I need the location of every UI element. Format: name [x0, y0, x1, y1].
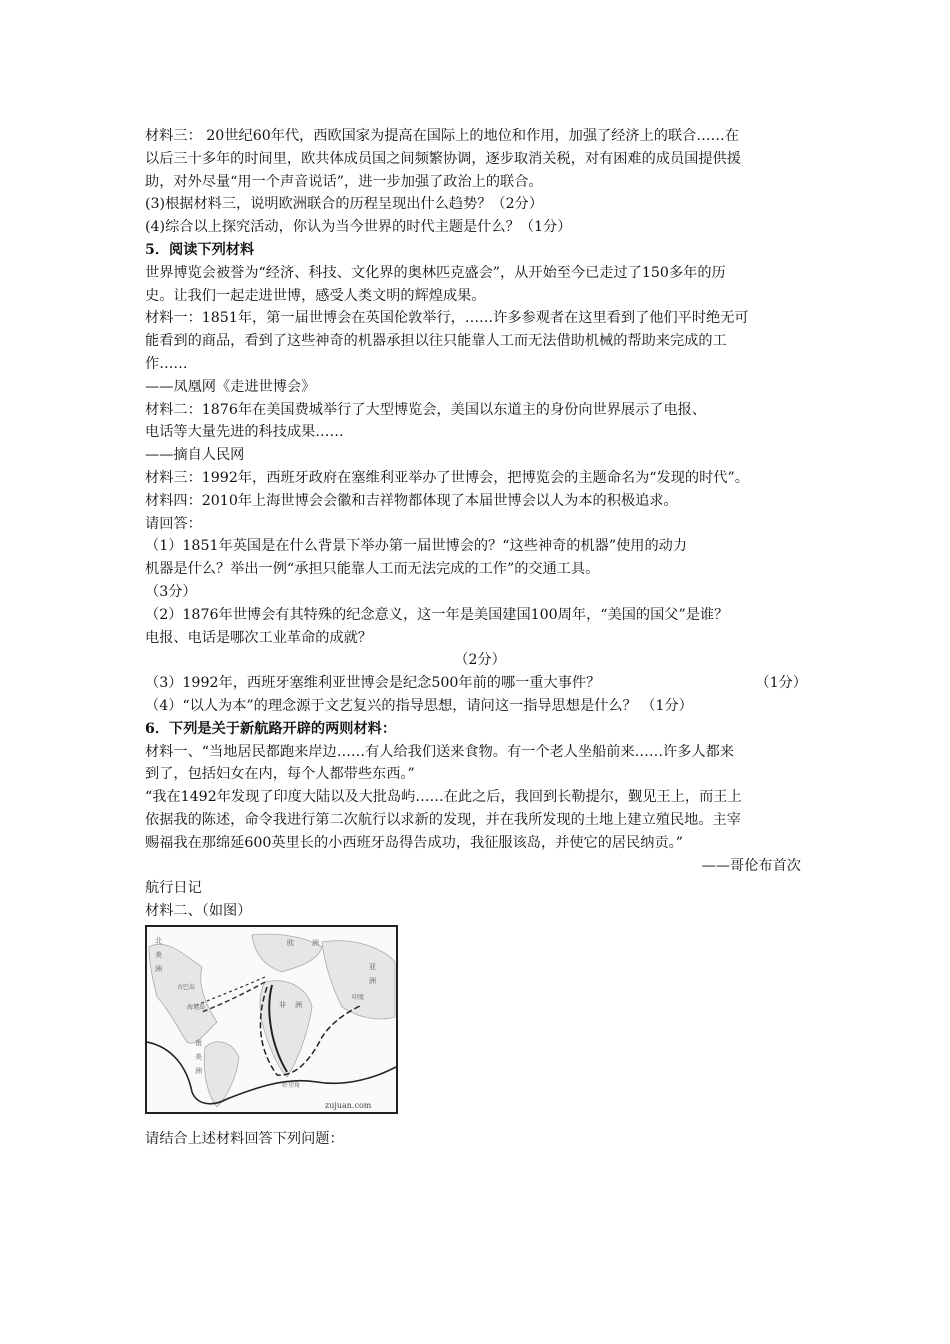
text-line: 世界博览会被誉为“经济、科技、文化界的奥林匹克盛会”，从开始至今已走过了150多年的历 — [145, 264, 726, 281]
map-label: 美 — [195, 1052, 202, 1061]
question-4: (4)综合以上探究活动，你认为当今世界的时代主题是什么？（1分） — [145, 219, 572, 236]
sub-question-3-score: （1分） — [755, 675, 807, 692]
map-watermark: zujuan.com — [325, 1100, 372, 1110]
map-label: 洲 — [155, 964, 162, 973]
sub-question-3 — [145, 672, 815, 695]
map-label: 南 — [195, 1038, 202, 1047]
route-map — [147, 927, 396, 1112]
score-line: （2分） — [454, 652, 506, 669]
document-page — [145, 125, 815, 1151]
question-6-heading: 6．下列是关于新航路开辟的两则材料： — [145, 720, 397, 737]
map-label: 好望角 — [282, 1081, 301, 1089]
text-line: 史。让我们一起走进世博，感受人类文明的辉煌成果。 — [145, 287, 486, 304]
map-label: 洲 — [195, 1066, 202, 1075]
question-3: (3)根据材料三，说明欧洲联合的历程呈现出什么趋势？（2分） — [145, 196, 544, 213]
source-line: ——摘自人民网 — [145, 447, 245, 464]
text-line: 请回答： — [145, 515, 202, 532]
text-line: 材料三：1992年，西班牙政府在塞维利亚举办了世博会，把博览会的主题命名为“发现的时代”。 — [145, 469, 749, 486]
map-label: 印度 — [352, 993, 365, 1001]
text-line: 助，对外尽量“用一个声音说话”，进一步加强了政治上的联合。 — [145, 173, 543, 190]
text-line: 依据我的陈述，命令我进行第二次航行以求新的发现，并在我所发现的土地上建立殖民地。主宰 — [145, 811, 741, 828]
route-map-figure — [145, 925, 398, 1114]
text-line: 作…… — [145, 355, 188, 372]
score-line: （3分） — [145, 583, 197, 600]
source-line: ——凤凰网《走进世博会》 — [145, 378, 316, 395]
sub-question-3-text: （3）1992年，西班牙塞维利亚世博会是纪念500年前的哪一重大事件？ — [145, 675, 601, 692]
text-line: 材料二、（如图） — [145, 903, 252, 920]
sub-question-4: （4）“以人为本”的理念源于文艺复兴的指导思想，请问这一指导思想是什么？ （1分） — [145, 697, 693, 714]
text-line: 材料一、“当地居民都跑来岸边……有人给我们送来食物。有一个老人坐船前来……许多人都来 — [145, 743, 734, 760]
question-5-heading: 5．阅读下列材料 — [145, 241, 255, 258]
text-line: 电话等大量先进的科技成果…… — [145, 424, 344, 441]
closing-instruction: 请结合上述材料回答下列问题： — [145, 1130, 344, 1147]
text-line: 材料二：1876年在美国费城举行了大型博览会，美国以东道主的身份向世界展示了电报、 — [145, 401, 707, 418]
text-line: 航行日记 — [145, 880, 202, 897]
map-label: 古巴岛 — [177, 983, 196, 991]
map-label: 洲 — [312, 938, 319, 947]
map-label: 美 — [155, 950, 162, 959]
text-line: 能看到的商品，看到了这些神奇的机器承担以往只能靠人工而无法借助机械的帮助来完成的工 — [145, 333, 727, 350]
text-line: 材料三： 20世纪60年代，西欧国家为提高在国际上的地位和作用，加强了经济上的联合……在 — [145, 128, 739, 144]
map-label: 亚 — [369, 962, 376, 971]
map-label: 洲 — [295, 1000, 302, 1009]
sub-question-2: （2）1876年世博会有其特殊的纪念意义，这一年是美国建国100周年，“美国的国父”是谁？ — [145, 606, 729, 623]
text-line: 电报、电话是哪次工业革命的成就？ — [145, 629, 373, 646]
text-line: 机器是什么？举出一例“承担只能靠人工而无法完成的工作”的交通工具。 — [145, 561, 600, 578]
sub-question-1: （1）1851年英国是在什么背景下举办第一届世博会的？“这些神奇的机器”使用的动力 — [145, 538, 688, 555]
map-label: 海地岛 — [187, 1003, 206, 1011]
source-line: ——哥伦布首次 — [701, 857, 801, 874]
text-line: 到了，包括妇女在内，每个人都带些东西。” — [145, 766, 415, 783]
map-label: 欧 — [287, 938, 294, 947]
text-line: 赐福我在那绵延600英里长的小西班牙岛得告成功，我征服该岛，并使它的居民纳贡。” — [145, 834, 683, 851]
text-line: 材料一：1851年，第一届世博会在英国伦敦举行，……许多参观者在这里看到了他们平时绝无可 — [145, 310, 749, 327]
text-line: 以后三十多年的时间里，欧共体成员国之间频繁协调，逐步取消关税，对有困难的成员国提供援 — [145, 150, 741, 167]
map-label: 非 — [279, 1000, 286, 1009]
map-label: 北 — [155, 936, 162, 945]
text-line: 材料四：2010年上海世博会会徽和吉祥物都体现了本届世博会以人为本的积极追求。 — [145, 492, 678, 509]
text-line: “我在1492年发现了印度大陆以及大批岛屿……在此之后，我回到长勒提尔，觐见王上，而王上 — [145, 789, 742, 806]
map-label: 洲 — [369, 976, 376, 985]
